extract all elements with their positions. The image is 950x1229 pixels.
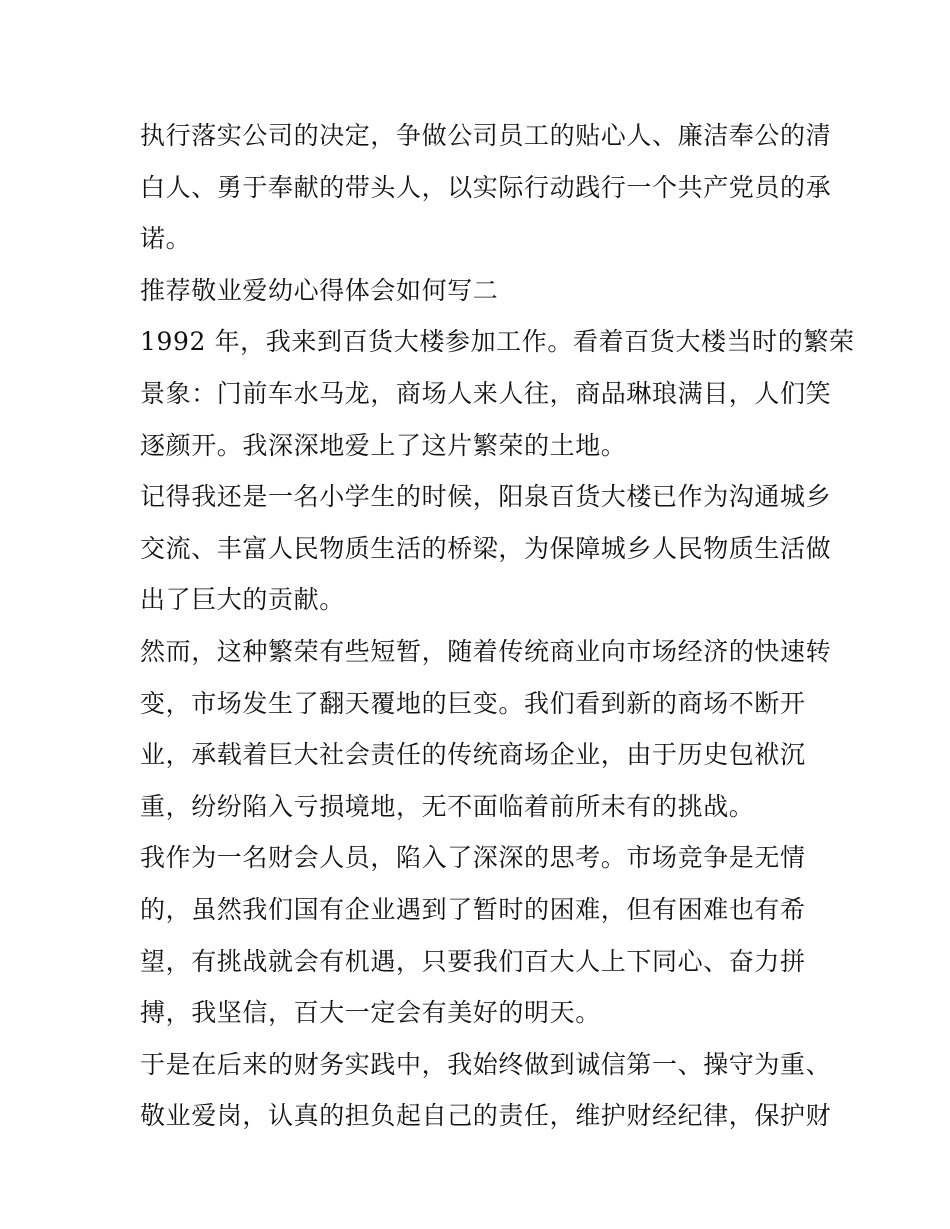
text-line: 出了巨大的贡献。 [140, 585, 345, 615]
text-line: 搏，我坚信，百大一定会有美好的明天。 [140, 998, 601, 1028]
text-line: 然而，这种繁荣有些短暂，随着传统商业向市场经济的快速转 [140, 636, 832, 666]
text-line: 变，市场发生了翻天覆地的巨变。我们看到新的商场不断开 [140, 688, 806, 718]
text-line: 诺。 [140, 224, 192, 254]
text-line: 于是在后来的财务实践中，我始终做到诚信第一、操守为重、 [140, 1049, 832, 1079]
text-line: 敬业爱岗，认真的担负起自己的责任，维护财经纪律，保护财 [140, 1101, 832, 1131]
text-line: 白人、勇于奉献的带头人，以实际行动践行一个共产党员的承 [140, 172, 832, 202]
text-line: 我作为一名财会人员，陷入了深深的思考。市场竞争是无情 [140, 843, 806, 873]
document-body [140, 110, 855, 1142]
text-line: 逐颜开。我深深地爱上了这片繁荣的土地。 [140, 430, 627, 460]
text-line: 执行落实公司的决定，争做公司员工的贴心人、廉洁奉公的清 [140, 121, 832, 150]
text-line: 交流、丰富人民物质生活的桥梁，为保障城乡人民物质生活做 [140, 533, 832, 563]
text-line: 1992 年，我来到百货大楼参加工作。看着百货大楼当时的繁荣 [140, 327, 855, 357]
text-line: 业，承载着巨大社会责任的传统商场企业，由于历史包袱沉 [140, 740, 806, 770]
text-line: 重，纷纷陷入亏损境地，无不面临着前所未有的挑战。 [140, 791, 755, 821]
text-line: 望，有挑战就会有机遇，只要我们百大人上下同心、奋力拼 [140, 946, 806, 976]
text-line: 记得我还是一名小学生的时候，阳泉百货大楼已作为沟通城乡 [140, 482, 832, 512]
text-line: 的，虽然我们国有企业遇到了暂时的困难，但有困难也有希 [140, 894, 806, 924]
section-heading: 推荐敬业爱幼心得体会如何写二 [140, 275, 499, 305]
text-line: 景象：门前车水马龙，商场人来人往，商品琳琅满目，人们笑 [140, 378, 832, 408]
